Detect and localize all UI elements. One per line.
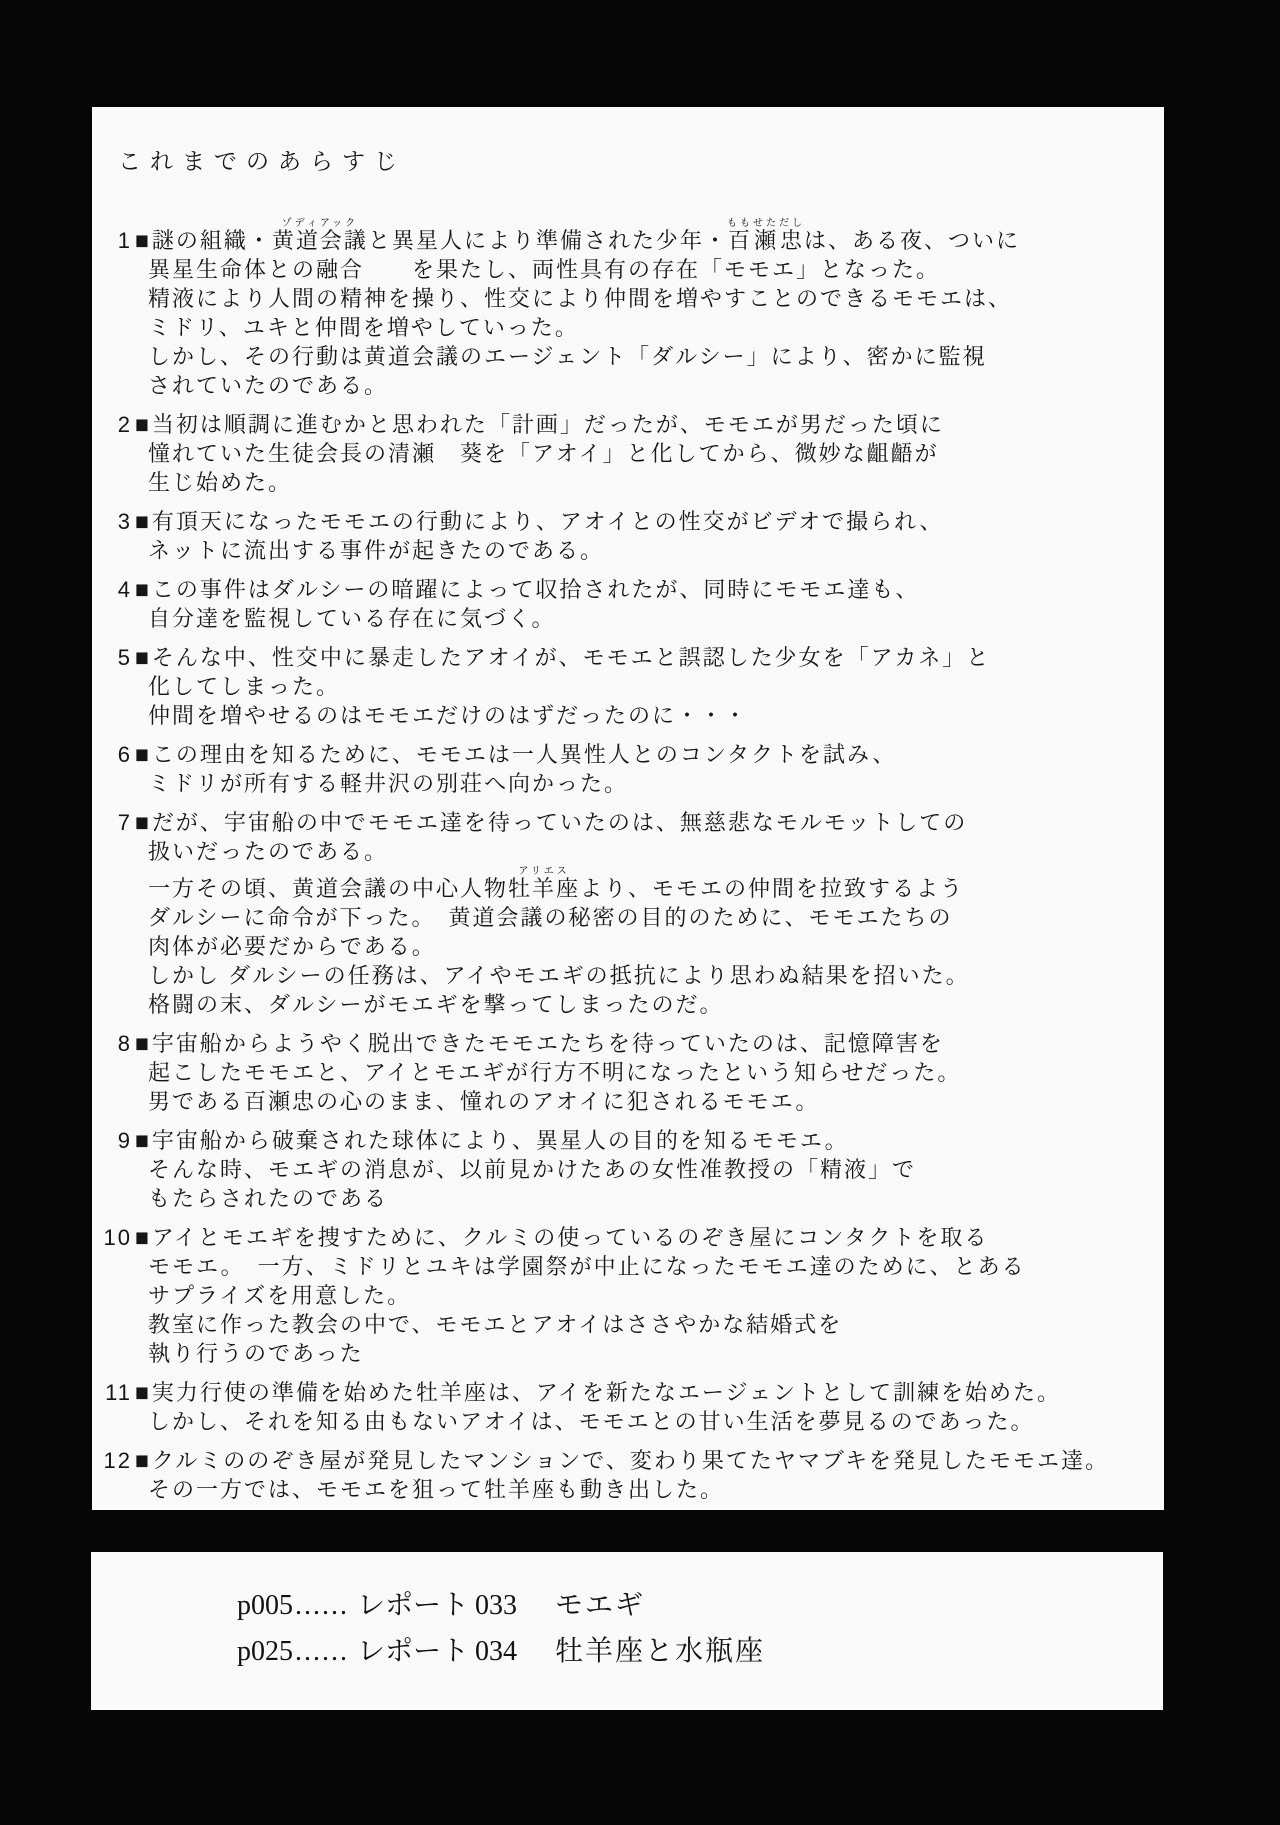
story-paragraph [102,1223,1164,1368]
story-line: 執り行うのであった [148,1341,364,1366]
ruby-text: ゾディアック [271,218,368,229]
story-line: しかし ダルシーの任務は、アイやモエギの抵抗により思わぬ結果を招いた。 [148,963,970,988]
toc-report-label: レポート [357,1589,470,1620]
story-paragraph [102,808,1164,1019]
story-line: 起こしたモモエと、アイとモエギが行方不明になったという知らせだった。 [148,1060,962,1085]
story-paragraph [102,410,1164,497]
synopsis-paragraph-list [92,218,1164,1504]
paragraph-number: 8 [117,1031,132,1056]
bullet-square-icon: ■ [135,1029,151,1057]
story-line: 扱いだったのである。 [148,839,389,864]
ruby-annotation: 黄道会議ゾディアック [271,218,368,253]
story-line: 自分達を監視している存在に気づく。 [148,606,556,631]
story-line: 異星生命体との融合 を果たし、両性具有の存在「モモエ」となった。 [148,257,941,282]
toc-dots: ...... [295,1590,349,1621]
story-paragraph [102,575,1164,633]
bullet-square-icon: ■ [135,808,151,836]
toc-report-title: モエギ [555,1589,646,1620]
paragraph-number: 4 [117,577,132,602]
story-line: されていたのである。 [148,373,389,398]
story-line: しかし、それを知る由もないアオイは、モモエとの甘い生活を夢見るのであった。 [148,1409,1035,1434]
story-line: 3 ■有頂天になったモモエの行動により、アオイとの性交がビデオで撮られ、 [102,507,1164,536]
bullet-square-icon: ■ [135,507,151,535]
story-line: もたらされたのである [148,1186,389,1211]
story-line: 肉体が必要だからである。 [148,934,436,959]
story-line: 8 ■宇宙船からようやく脱出できたモモエたちを待っていたのは、記憶障害を [102,1029,1164,1058]
paragraph-number: 10 [103,1225,132,1250]
toc-panel [91,1552,1163,1710]
ruby-text: ももせただし [726,218,805,229]
bullet-square-icon: ■ [135,1126,151,1154]
paragraph-number: 7 [117,810,132,835]
story-line: ダルシーに命令が下った。 黄道会議の秘密の目的のために、モモエたちの [148,905,953,930]
story-line: 一方その頃、黄道会議の中心人物牡羊座アリエスより、モモエの仲間を拉致するよう [148,866,965,901]
story-paragraph [102,218,1164,400]
story-paragraph [102,1126,1164,1213]
bullet-square-icon: ■ [135,1446,151,1474]
bullet-square-icon: ■ [135,410,151,438]
story-paragraph [102,1378,1164,1436]
story-line: 2 ■当初は順調に進むかと思われた「計画」だったが、モモエが男だった頃に [102,410,1164,439]
paragraph-number: 2 [117,412,132,437]
story-line: 憧れていた生徒会長の清瀬 葵を「アオイ」と化してから、微妙な齟齬が [148,441,939,466]
bullet-square-icon: ■ [135,740,151,768]
story-line: 仲間を増やせるのはモモエだけのはずだったのに・・・ [148,703,749,728]
paragraph-number: 6 [117,742,132,767]
paragraph-number: 1 [117,228,132,253]
story-line: 9 ■宇宙船から破棄された球体により、異星人の目的を知るモモエ。 [102,1126,1164,1155]
story-line: 男である百瀬忠の心のまま、憧れのアオイに犯されるモモエ。 [148,1089,820,1114]
story-line: 11 ■実力行使の準備を始めた牡羊座は、アイを新たなエージェントとして訓練を始めた。 [102,1378,1164,1407]
paragraph-number: 5 [117,645,132,670]
toc-entry [237,1582,1163,1628]
synopsis-page [92,107,1164,1510]
paragraph-number: 3 [117,509,132,534]
bullet-square-icon: ■ [135,643,151,671]
story-line: その一方では、モモエを狙って牡羊座も動き出した。 [148,1477,725,1502]
toc-entry [237,1628,1163,1674]
toc-list [91,1552,1163,1674]
bullet-square-icon: ■ [135,575,151,603]
toc-report-number: 034 [475,1636,518,1667]
story-line: 12 ■クルミののぞき屋が発見したマンションで、変わり果てたヤマブキを発見したモモエ達。 [102,1446,1164,1475]
story-paragraph [102,1029,1164,1116]
story-paragraph [102,740,1164,798]
ruby-annotation: 牡羊座アリエス [508,866,581,901]
story-line: 生じ始めた。 [148,470,293,495]
story-line: 教室に作った教会の中で、モモエとアオイはささやかな結婚式を [148,1312,843,1337]
paragraph-number: 9 [117,1128,132,1153]
story-line: 4 ■この事件はダルシーの暗躍によって収拾されたが、同時にモモエ達も、 [102,575,1164,604]
bullet-square-icon: ■ [135,1378,151,1406]
story-paragraph [102,507,1164,565]
story-line: 化してしまった。 [148,674,341,699]
story-line: 10 ■アイとモエギを捜すために、クルミの使っているのぞき屋にコンタクトを取る [102,1223,1164,1252]
story-line: サプライズを用意した。 [148,1283,412,1308]
toc-page-number: p025 [237,1636,293,1667]
story-line: 精液により人間の精神を操り、性交により仲間を増やすことのできるモモエは、 [148,286,1013,311]
bullet-square-icon: ■ [135,226,151,254]
toc-report-number: 033 [475,1590,518,1621]
story-line: 7 ■だが、宇宙船の中でモモエ達を待っていたのは、無慈悲なモルモットしての [102,808,1164,837]
ruby-annotation: 百瀬忠ももせただし [726,218,805,253]
story-line: 6 ■この理由を知るために、モモエは一人異性人とのコンタクトを試み、 [102,740,1164,769]
story-line: 1 ■謎の組織・黄道会議ゾディアックと異星人により準備された少年・百瀬忠ももせただしは、ある夜、ついに [102,218,1164,255]
story-line: 格闘の末、ダルシーがモエギを撃ってしまったのだ。 [148,992,724,1017]
story-line: ネットに流出する事件が起きたのである。 [148,538,605,563]
toc-dots: ...... [295,1636,349,1667]
paragraph-number: 12 [103,1448,132,1473]
toc-page-number: p005 [237,1590,293,1621]
ruby-text: アリエス [508,866,581,877]
toc-report-label: レポート [357,1635,470,1666]
story-line: しかし、その行動は黄道会議のエージェント「ダルシー」により、密かに監視 [148,344,987,369]
bullet-square-icon: ■ [135,1223,151,1251]
story-line: ミドリが所有する軽井沢の別荘へ向かった。 [148,771,629,796]
paragraph-number: 11 [105,1380,132,1405]
story-line: 5 ■そんな中、性交中に暴走したアオイが、モモエと誤認した少女を「アカネ」と [102,643,1164,672]
story-line: ミドリ、ユキと仲間を増やしていった。 [148,315,579,340]
toc-report-title: 牡羊座と水瓶座 [555,1635,766,1666]
story-line: モモエ。 一方、ミドリとユキは学園祭が中止になったモモエ達のために、とある [148,1254,1026,1279]
story-paragraph [102,1446,1164,1504]
page-title: これまでのあらすじ [118,148,406,174]
story-paragraph [102,643,1164,730]
story-line: そんな時、モエギの消息が、以前見かけたあの女性准教授の「精液」で [148,1157,917,1182]
